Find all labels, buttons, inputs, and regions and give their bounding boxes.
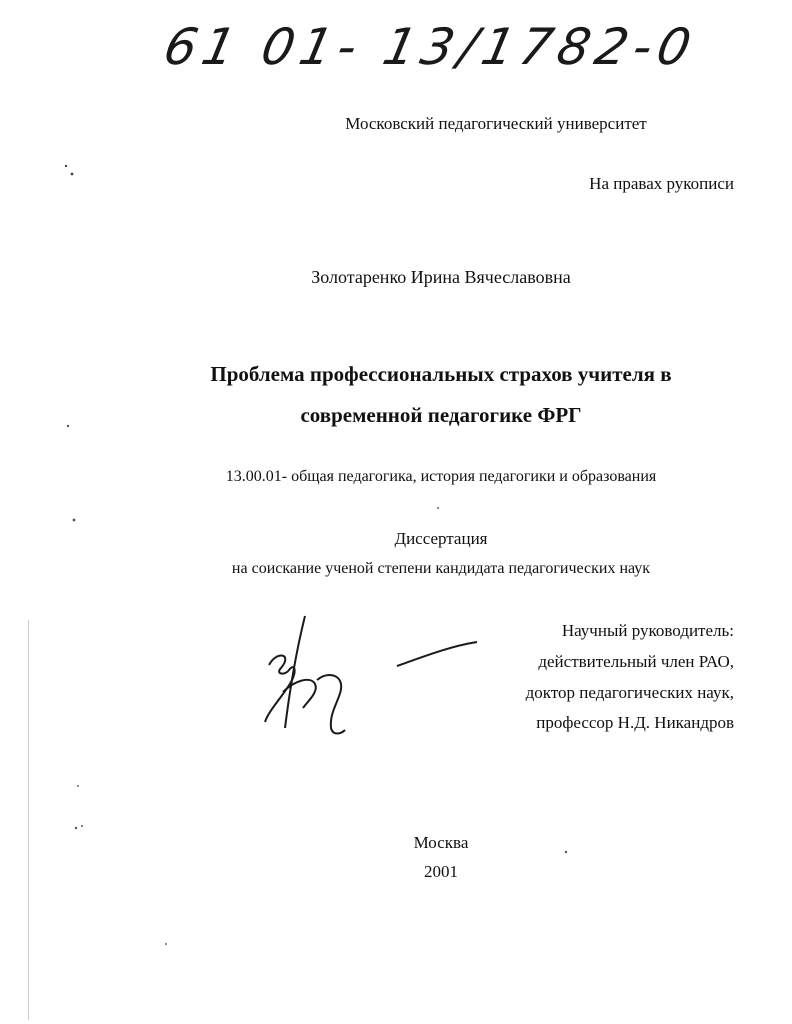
dissertation-purpose: на соискание ученой степени кандидата педагогических наук xyxy=(231,560,651,577)
scan-edge-line xyxy=(28,620,29,1020)
supervisor-degree: доктор педагогических наук, xyxy=(525,683,734,702)
specialty-code: 13.00.01- общая педагогика, история педагогики и образования xyxy=(225,468,657,485)
city: Москва xyxy=(413,833,469,852)
thesis-title-line-2: современной педагогике ФРГ xyxy=(300,403,582,427)
handwritten-archive-code: 61 01- 13/1782-0 xyxy=(158,18,702,76)
supervisor-name: профессор Н.Д. Никандров xyxy=(536,713,734,732)
year: 2001 xyxy=(424,862,458,881)
thesis-title-line-1: Проблема профессиональных страхов учителя в xyxy=(210,362,672,386)
supervisor-heading: Научный руководитель: xyxy=(561,621,734,640)
author-name: Золотаренко Ирина Вячеславовна xyxy=(311,267,571,287)
dissertation-label: Диссертация xyxy=(394,529,488,548)
rights-notice: На правах рукописи xyxy=(589,174,734,193)
supervisor-membership: действительный член РАО, xyxy=(538,652,734,671)
university-name: Московский педагогический университет xyxy=(345,114,647,133)
